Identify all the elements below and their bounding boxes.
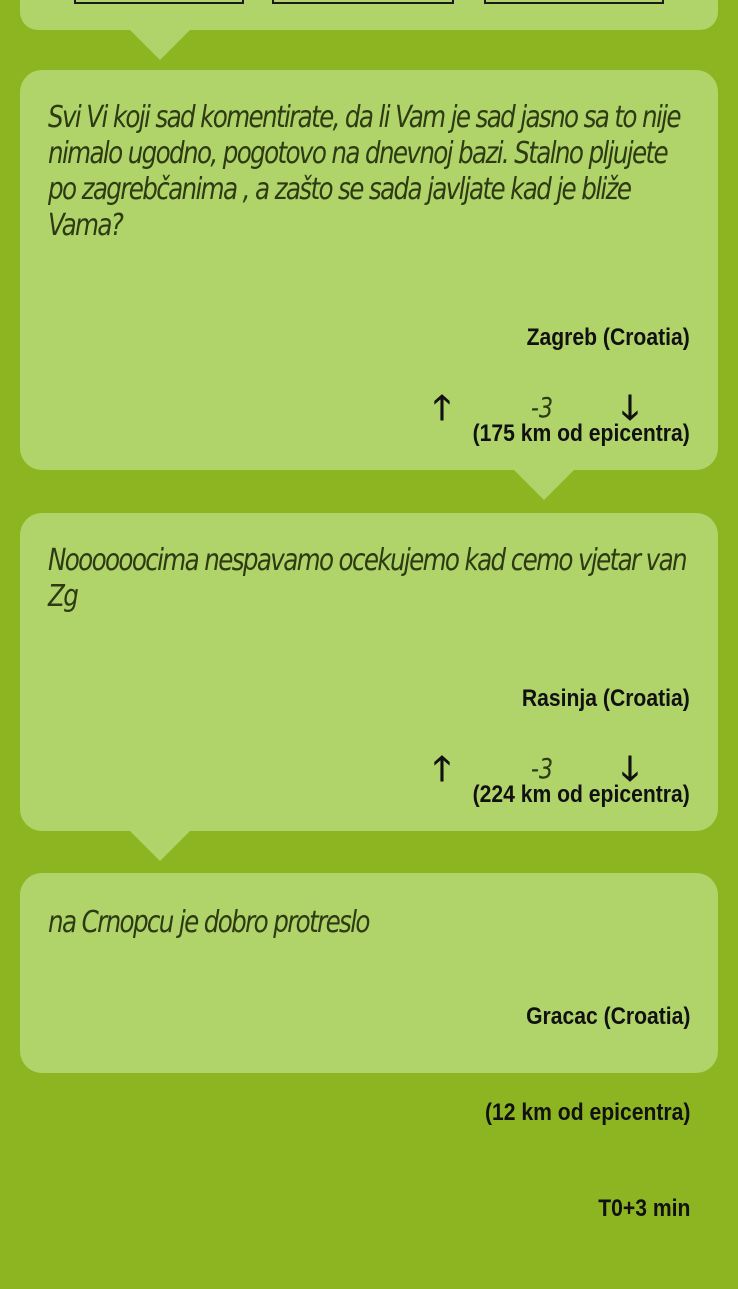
- comment-location: Rasinja (Croatia): [522, 685, 690, 712]
- comment-distance: (224 km od epicentra): [472, 781, 690, 808]
- comment-time: T0+3 min: [597, 1195, 690, 1222]
- previous-card: [20, 0, 718, 30]
- comment-card: [20, 873, 718, 1222]
- card-button-2[interactable]: [272, 0, 454, 4]
- card-button-3[interactable]: [484, 0, 664, 4]
- vote-row: [20, 747, 718, 791]
- arrow-up-icon[interactable]: 🡑: [420, 747, 464, 791]
- comment-meta: [457, 937, 690, 1289]
- comment-text: Noooooocima nespavamo ocekujemo kad cemo vjetar van Zg: [48, 543, 686, 614]
- card-pointer: [130, 831, 190, 861]
- arrow-down-icon[interactable]: 🡓: [608, 386, 652, 430]
- card-pointer: [130, 30, 190, 60]
- comment-distance: (12 km od epicentra): [484, 1099, 690, 1126]
- comment-location: Gracac (Croatia): [525, 1003, 690, 1030]
- vote-score: -3: [530, 391, 554, 424]
- comment-location: Zagreb (Croatia): [526, 324, 690, 351]
- vote-row: [20, 386, 718, 430]
- comment-distance: (175 km od epicentra): [472, 420, 690, 447]
- vote-score: -3: [530, 752, 554, 785]
- card-button-1[interactable]: [74, 0, 244, 4]
- comment-text: Svi Vi koji sad komentirate, da li Vam je sad jasno sa to nije nimalo ugodno, pogotovo na dnevnoj bazi. Stalno pljujete po zagrebčanima , a zašto se sada javljate kad je bliže Vama?: [48, 100, 680, 243]
- comment-text: na Crnopcu je dobro protreslo: [48, 905, 369, 940]
- card-pointer: [514, 470, 574, 500]
- arrow-up-icon[interactable]: 🡑: [420, 386, 464, 430]
- arrow-down-icon[interactable]: 🡓: [608, 747, 652, 791]
- comment-card: [20, 513, 718, 831]
- comment-card: [20, 70, 718, 470]
